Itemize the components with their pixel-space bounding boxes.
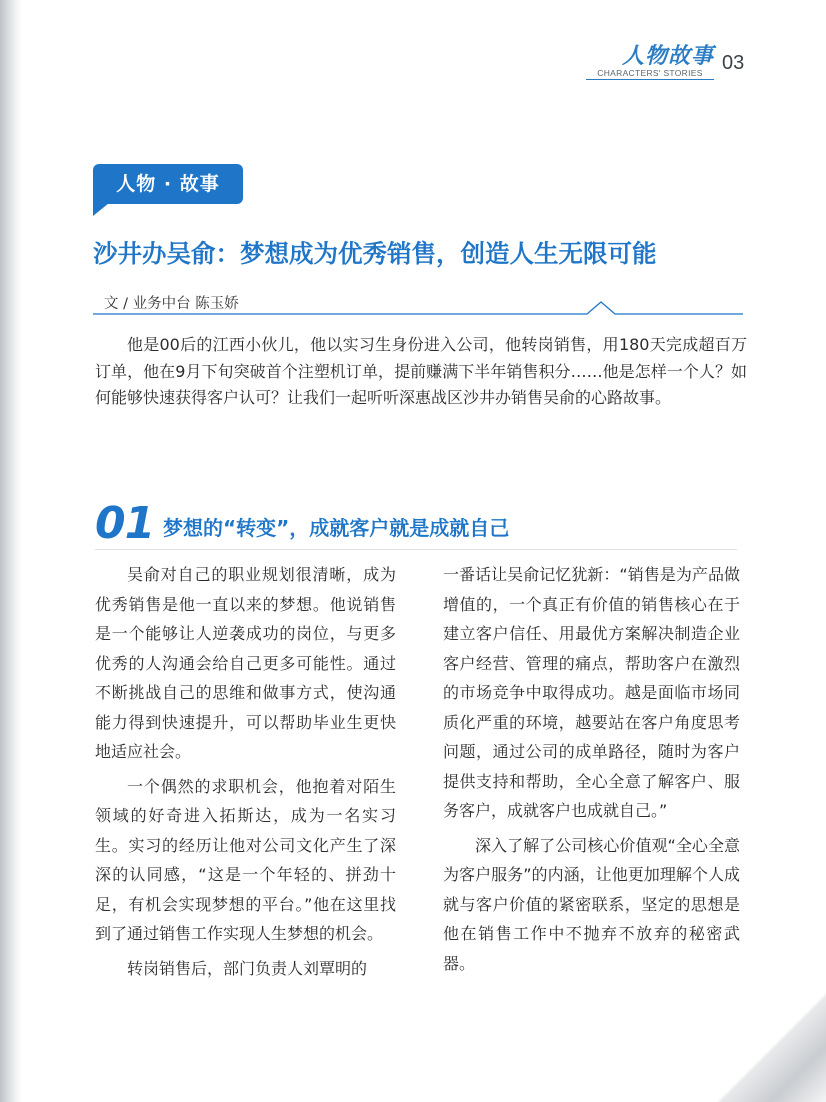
header-underline xyxy=(586,79,714,80)
section-rule xyxy=(95,549,737,550)
page-curl xyxy=(716,992,826,1102)
column-badge: 人物 · 故事 xyxy=(93,164,243,204)
header-section-title: 人物故事 xyxy=(621,43,714,69)
intro-paragraph: 他是00后的江西小伙儿，他以实习生身份进入公司，他转岗销售，用180天完成超百万订单，他在9月下旬突破首个注塑机订单，提前赚满下半年销售积分……他是怎样一个人？如何能够快速获得客户认可？让我们一起听听深惠战区沙井办销售吴俞的心路故事。 xyxy=(95,335,747,407)
left-column xyxy=(95,560,396,988)
article-byline: 文 / 业务中台 陈玉娇 xyxy=(104,296,239,312)
body-paragraph-continued: 一番话让吴俞记忆犹新：“销售是为产品做增值的，一个真正有价值的销售核心在于建立客户信任、用最优方案解决制造企业客户经营、管理的痛点，帮助客户在激烈的市场竞争中取得成功。越是面临市场同质化严重的环境，越要站在客户角度思考问题，通过公司的成单路径，随时为客户提供支持和帮助，全心全意了解客户、服务客户，成就客户也成就自己。” xyxy=(443,565,740,820)
body-paragraph: 转岗销售后，部门负责人刘覃明的 xyxy=(127,958,368,978)
body-paragraph: 吴俞对自己的职业规划很清晰，成为优秀销售是他一直以来的梦想。他说销售是一个能够让人逆袭成功的岗位，与更多优秀的人沟通会给自己更多可能性。通过不断挑战自己的思维和做事方式，使沟通能力得到快速提升，可以帮助毕业生更快地适应社会。 xyxy=(95,565,396,761)
page-number: 03 xyxy=(722,52,745,74)
body-paragraph: 一个偶然的求职机会，他抱着对陌生领域的好奇进入拓斯达，成为一名实习生。实习的经历让他对公司文化产生了深深的认同感，“这是一个年轻的、拼劲十足，有机会实现梦想的平台。”他在这里找到了通过销售工作实现人生梦想的机会。 xyxy=(95,776,396,943)
section-title: 梦想的“转变”，成就客户就是成就自己 xyxy=(163,516,510,540)
badge-tail xyxy=(93,203,109,216)
article-title: 沙井办吴俞：梦想成为优秀销售，创造人生无限可能 xyxy=(93,239,657,268)
header-section-subtitle: CHARACTERS' STORIES xyxy=(597,68,703,78)
section-number: 01 xyxy=(95,498,155,549)
right-column xyxy=(443,560,740,983)
article-intro xyxy=(95,332,747,412)
byline-rule xyxy=(93,300,743,322)
book-spine-shadow xyxy=(0,0,22,1102)
body-paragraph: 深入了解了公司核心价值观“全心全意为客户服务”的内涵，让他更加理解个人成就与客户价值的紧密联系，坚定的思想是他在销售工作中不抛弃不放弃的秘密武器。 xyxy=(443,835,740,973)
